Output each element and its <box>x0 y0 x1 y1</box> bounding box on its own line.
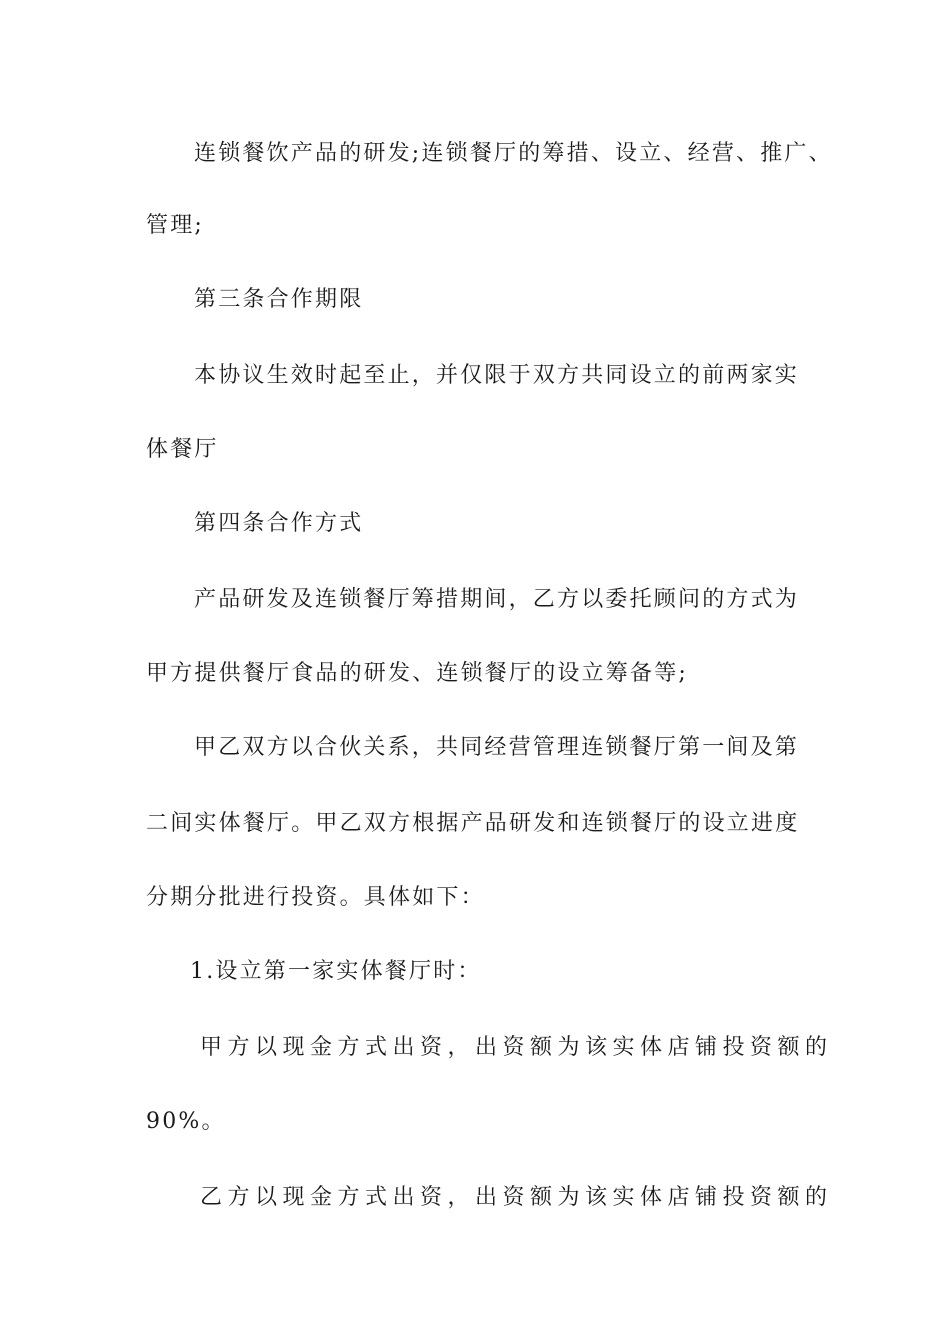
article-heading-3: 第三条合作期限 <box>194 287 364 312</box>
paragraph-line-4: 本协议生效时起至止，并仅限于双方共同设立的前两家实 <box>194 363 800 388</box>
paragraph-line-5: 体餐厅 <box>146 437 219 462</box>
paragraph-line-15: 乙方以现金方式出资，出资额为该实体店铺投资额的 <box>200 1185 833 1210</box>
paragraph-line-2: 管理; <box>146 213 205 238</box>
paragraph-line-8: 甲方提供餐厅食品的研发、连锁餐厅的设立筹备等; <box>146 661 689 686</box>
article-heading-4: 第四条合作方式 <box>194 511 364 536</box>
paragraph-line-7: 产品研发及连锁餐厅筹措期间，乙方以委托顾问的方式为 <box>194 587 800 612</box>
paragraph-line-13: 甲方以现金方式出资，出资额为该实体店铺投资额的 <box>200 1035 833 1060</box>
paragraph-line-14: 90%。 <box>146 1109 226 1134</box>
paragraph-line-9: 甲乙双方以合伙关系，共同经营管理连锁餐厅第一间及第 <box>194 735 800 760</box>
paragraph-line-10: 二间实体餐厅。甲乙双方根据产品研发和连锁餐厅的设立进度 <box>146 811 800 836</box>
paragraph-line-11: 分期分批进行投资。具体如下： <box>146 885 485 910</box>
paragraph-line-1: 连锁餐饮产品的研发;连锁餐厅的筹措、设立、经营、推广、 <box>194 141 833 166</box>
list-item-1: 1.设立第一家实体餐厅时： <box>190 959 482 984</box>
